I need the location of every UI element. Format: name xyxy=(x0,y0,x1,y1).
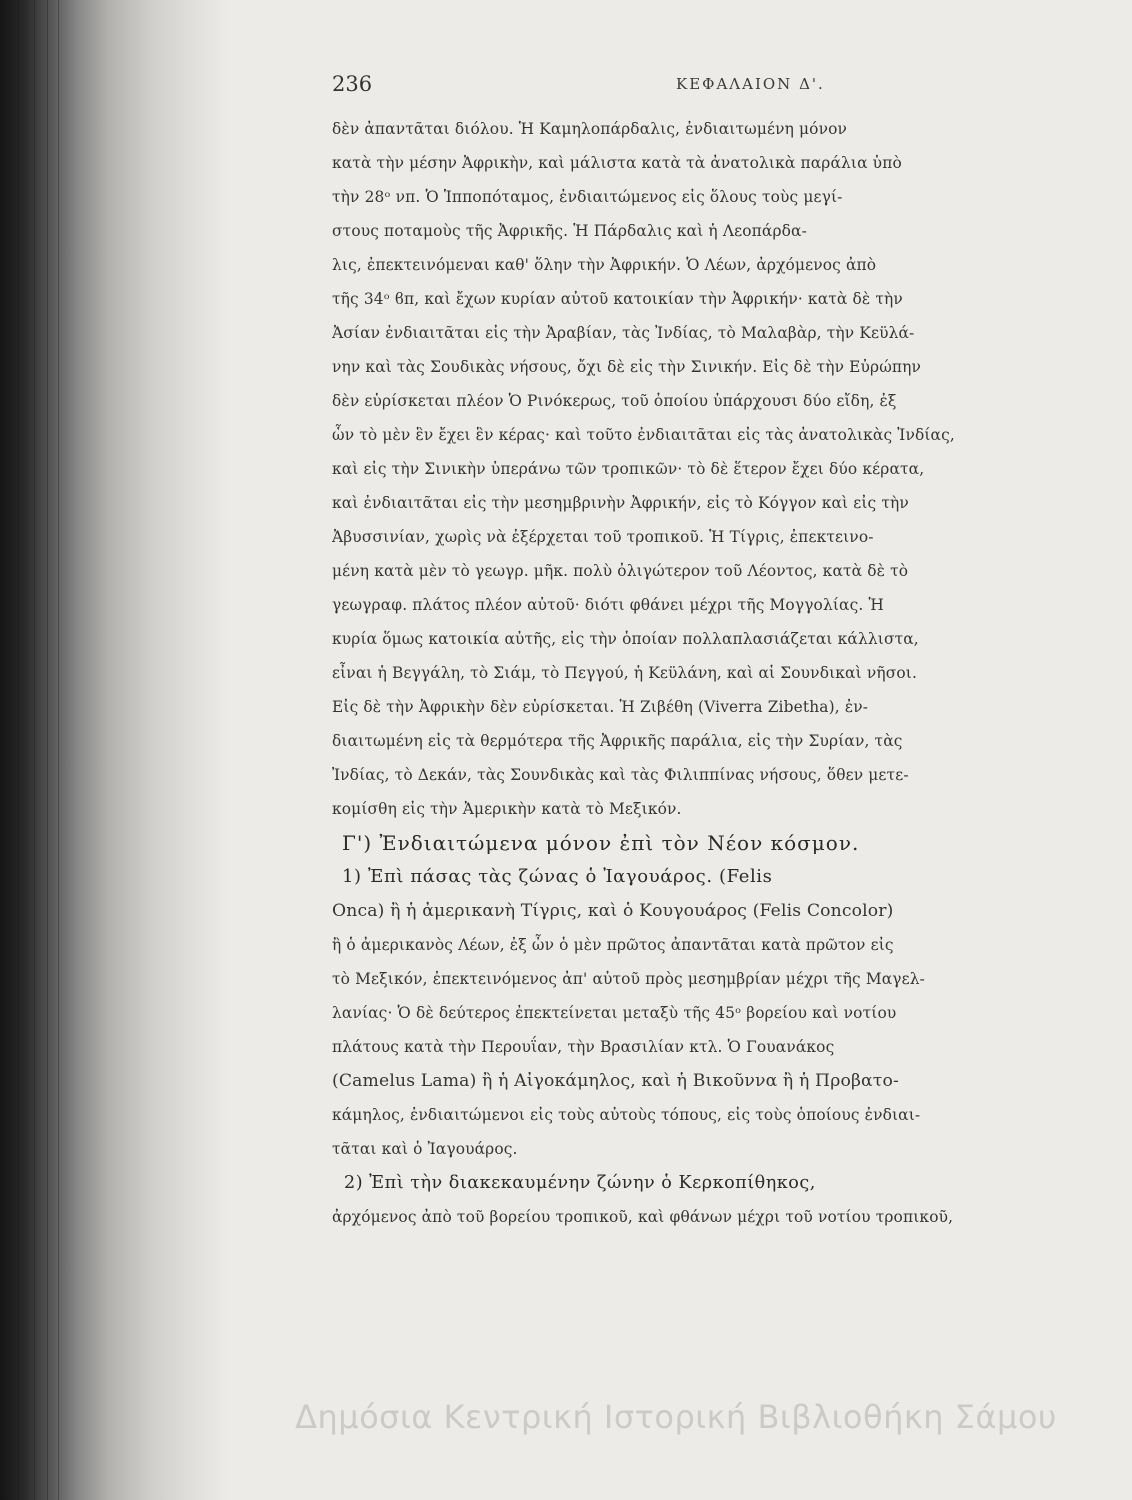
text-line: λανίας· Ὁ δὲ δεύτερος ἐπεκτείνεται μεταξὺ τῆς 45ᵒ βορείου καὶ νοτίου xyxy=(332,1004,897,1022)
text-line: δὲν ἀπαντᾶται διόλου. Ἡ Καμηλοπάρδαλις, ἐνδιαιτωμένη μόνον xyxy=(332,120,848,138)
text-line: στους ποταμοὺς τῆς Ἀφρικῆς. Ἡ Πάρδαλις καὶ ἡ Λεοπάρδα- xyxy=(332,222,807,240)
page-header xyxy=(332,72,1112,100)
text-line: ὧν τὸ μὲν ἓν ἔχει ἓν κέρας· καὶ τοῦτο ἐνδιαιτᾶται εἰς τὰς ἀνατολικὰς Ἰνδίας, xyxy=(332,426,955,444)
text-line: τὸ Μεξικόν, ἐπεκτεινόμενος ἀπ' αὐτοῦ πρὸς μεσημβρίαν μέχρι τῆς Μαγελ- xyxy=(332,970,925,988)
text-line: διαιτωμένη εἰς τὰ θερμότερα τῆς Ἀφρικῆς παράλια, εἰς τὴν Συρίαν, τὰς xyxy=(332,732,903,750)
text-line: κυρία ὅμως κατοικία αὐτῆς, εἰς τὴν ὁποίαν πολλαπλασιάζεται κάλλιστα, xyxy=(332,630,919,648)
text-line: καὶ ἐνδιαιτᾶται εἰς τὴν μεσημβρινὴν Ἀφρικήν, εἰς τὸ Κόγγον καὶ εἰς τὴν xyxy=(332,494,909,512)
text-line: δὲν εὑρίσκεται πλέον Ὁ Ρινόκερως, τοῦ ὁποίου ὑπάρχουσι δύο εἴδη, ἐξ xyxy=(332,392,897,410)
subsection-line: 2) Ἐπὶ τὴν διακεκαυμένην ζώνην ὁ Κερκοπίθηκος, xyxy=(344,1173,816,1193)
text-line: πλάτους κατὰ τὴν Περουΐαν, τὴν Βρασιλίαν κτλ. Ὁ Γουανάκος xyxy=(332,1038,835,1056)
text-line: νην καὶ τὰς Σουδικὰς νήσους, ὄχι δὲ εἰς τὴν Σινικήν. Εἰς δὲ τὴν Εὐρώπην xyxy=(332,358,922,376)
page-body xyxy=(332,112,1080,1234)
section-heading: Γ') Ἐνδιαιτώμενα μόνον ἐπὶ τὸν Νέον κόσμον. xyxy=(342,831,860,855)
text-line: ἀρχόμενος ἀπὸ τοῦ βορείου τροπικοῦ, καὶ φθάνων μέχρι τοῦ νοτίου τροπικοῦ, xyxy=(332,1208,954,1226)
text-line: καὶ εἰς τὴν Σινικὴν ὑπεράνω τῶν τροπικῶν· τὸ δὲ ἕτερον ἔχει δύο κέρατα, xyxy=(332,460,925,478)
text-line: εἶναι ἡ Βεγγάλη, τὸ Σιάμ, τὸ Πεγγού, ἡ Κεϋλάνη, καὶ αἱ Σουνδικαὶ νῆσοι. xyxy=(332,664,918,682)
text-line: μένη κατὰ μὲν τὸ γεωγρ. μῆκ. πολὺ ὀλιγώτερον τοῦ Λέοντος, κατὰ δὲ τὸ xyxy=(332,562,909,580)
library-watermark: Δημόσια Κεντρική Ιστορική Βιβλιοθήκη Σάμου xyxy=(295,1398,1057,1436)
text-line: κομίσθη εἰς τὴν Ἀμερικὴν κατὰ τὸ Μεξικόν. xyxy=(332,800,682,818)
text-line: λις, ἐπεκτεινόμεναι καθ' ὅλην τὴν Ἀφρικήν. Ὁ Λέων, ἀρχόμενος ἀπὸ xyxy=(332,256,877,274)
subsection-line: 1) Ἐπὶ πάσας τὰς ζώνας ὁ Ἰαγουάρος. (Felis xyxy=(342,866,773,887)
text-line: (Camelus Lama) ἢ ἡ Αἰγοκάμηλος, καὶ ἡ Βικοῦννα ἢ ἡ Προβατο- xyxy=(332,1071,899,1091)
text-line: Ἀβυσσινίαν, χωρὶς νὰ ἐξέρχεται τοῦ τροπικοῦ. Ἡ Τίγρις, ἐπεκτεινο- xyxy=(332,528,874,546)
page-number: 236 xyxy=(332,72,373,96)
running-head: ΚΕΦΑΛΑΙΟΝ Δ'. xyxy=(676,75,825,93)
text-line: τὴν 28ᵒ νπ. Ὁ Ἱπποπόταμος, ἐνδιαιτώμενος εἰς ὅλους τοὺς μεγί- xyxy=(332,188,843,206)
text-line: ἢ ὁ ἀμερικανὸς Λέων, ἐξ ὧν ὁ μὲν πρῶτος ἀπαντᾶται κατὰ πρῶτον εἰς xyxy=(332,936,894,954)
text-line: Ἀσίαν ἐνδιαιτᾶται εἰς τὴν Ἀραβίαν, τὰς Ἰνδίας, τὸ Μαλαβὰρ, τὴν Κεϋλά- xyxy=(332,324,915,342)
text-line: τᾶται καὶ ὁ Ἰαγουάρος. xyxy=(332,1140,518,1158)
text-line: Ἰνδίας, τὸ Δεκάν, τὰς Σουνδικὰς καὶ τὰς Φιλιππίνας νήσους, ὅθεν μετε- xyxy=(332,766,909,784)
text-line: τῆς 34ᵒ ϐπ, καὶ ἔχων κυρίαν αὐτοῦ κατοικίαν τὴν Ἀφρικήν· κατὰ δὲ τὴν xyxy=(332,290,903,308)
text-line: Εἰς δὲ τὴν Ἀφρικὴν δὲν εὑρίσκεται. Ἡ Ζιβέθη (Viverra Zibetha), ἐν- xyxy=(332,698,869,716)
text-line: γεωγραφ. πλάτος πλέον αὐτοῦ· διότι φθάνει μέχρι τῆς Μογγολίας. Ἡ xyxy=(332,596,884,614)
text-line: κάμηλος, ἐνδιαιτώμενοι εἰς τοὺς αὐτοὺς τόπους, εἰς τοὺς ὁποίους ἐνδιαι- xyxy=(332,1106,921,1124)
text-line: κατὰ τὴν μέσην Ἀφρικὴν, καὶ μάλιστα κατὰ τὰ ἀνατολικὰ παράλια ὑπὸ xyxy=(332,154,902,172)
text-line: Onca) ἢ ἡ ἀμερικανὴ Τίγρις, καὶ ὁ Κουγουάρος (Felis Concolor) xyxy=(332,901,894,921)
